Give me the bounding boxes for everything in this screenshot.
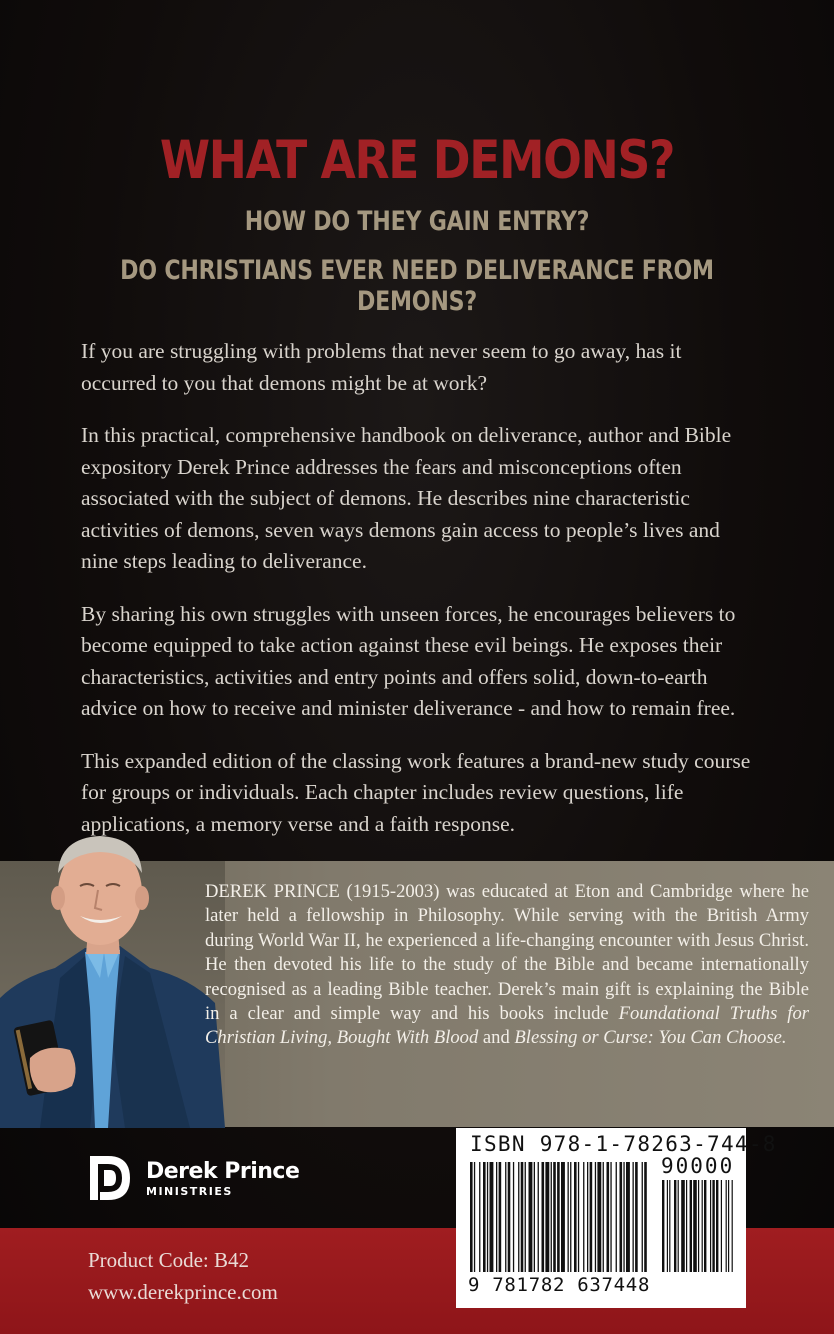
publisher-subtitle: MINISTRIES [146,1184,233,1198]
bio-text: DEREK PRINCE (1915-2003) was educated at Eton and Cambridge where he later held a fellowship in Philosophy. While serving with the British Army during World War II, he experienced a life-changing encounter with Jesus Christ. He then devoted his life to the study of the Bible and became internationally recognised as a leading Bible teacher. Derek’s main gift is explaining the Bible in a clear and simple way and his books include [205,881,809,1025]
publisher-name: Derek Prince [146,1158,300,1184]
blurb-paragraph-2: In this practical, comprehensive handbook on deliverance, author and Bible expository Derek Prince addresses the fears and misconceptions often associated with the subject of demons. He describes nine characteristic activities of demons, seven ways demons gain access to people’s lives and nine steps leading to deliverance. [81,423,732,573]
book-title-bought-with-blood: Bought With Blood [336,1027,479,1049]
product-code: Product Code: B42 [88,1248,249,1272]
publisher-logo [86,1152,299,1204]
price-code: 90000 [661,1154,735,1178]
blurb-paragraph-1: If you are struggling with problems that never seem to go away, has it occurred to you that demons might be at work? [81,339,682,395]
website-url: www.derekprince.com [88,1280,278,1304]
isbn-label: ISBN 978-1-78263-744-8 [470,1132,777,1156]
dp-logo-icon [86,1152,134,1204]
bio-and: and [478,1027,515,1049]
book-title-foundational: Foundational Truths for Christian Living, [205,1003,809,1049]
blurb-paragraph-3: By sharing his own struggles with unseen forces, he encourages believers to become equipped to take action against these evil beings. He exposes their characteristics, activities and entry points and offers solid, down-to-earth advice on how to receive and minister deliverance - and how to remain free. [81,601,736,720]
ean-digits: 9 781782 637448 [468,1274,651,1296]
blurb [81,336,761,861]
isbn-barcode [456,1128,777,1308]
blurb-paragraph-4: This expanded edition of the classing work features a brand-new study course for groups or individuals. Each chapter includes review questions, life applications, a memory verse and a faith response. [81,748,751,836]
author-photo [0,828,225,1128]
headline: WHAT ARE DEMONS? [159,130,675,191]
subheadline-entry: HOW DO THEY GAIN ENTRY? [244,206,590,237]
book-title-blessing-or-curse: Blessing or Curse: You Can Choose. [514,1027,787,1049]
subheadline-deliverance: DO CHRISTIANS EVER NEED DELIVERANCE FROM DEMONS? [120,255,714,317]
author-bio [205,880,809,1051]
